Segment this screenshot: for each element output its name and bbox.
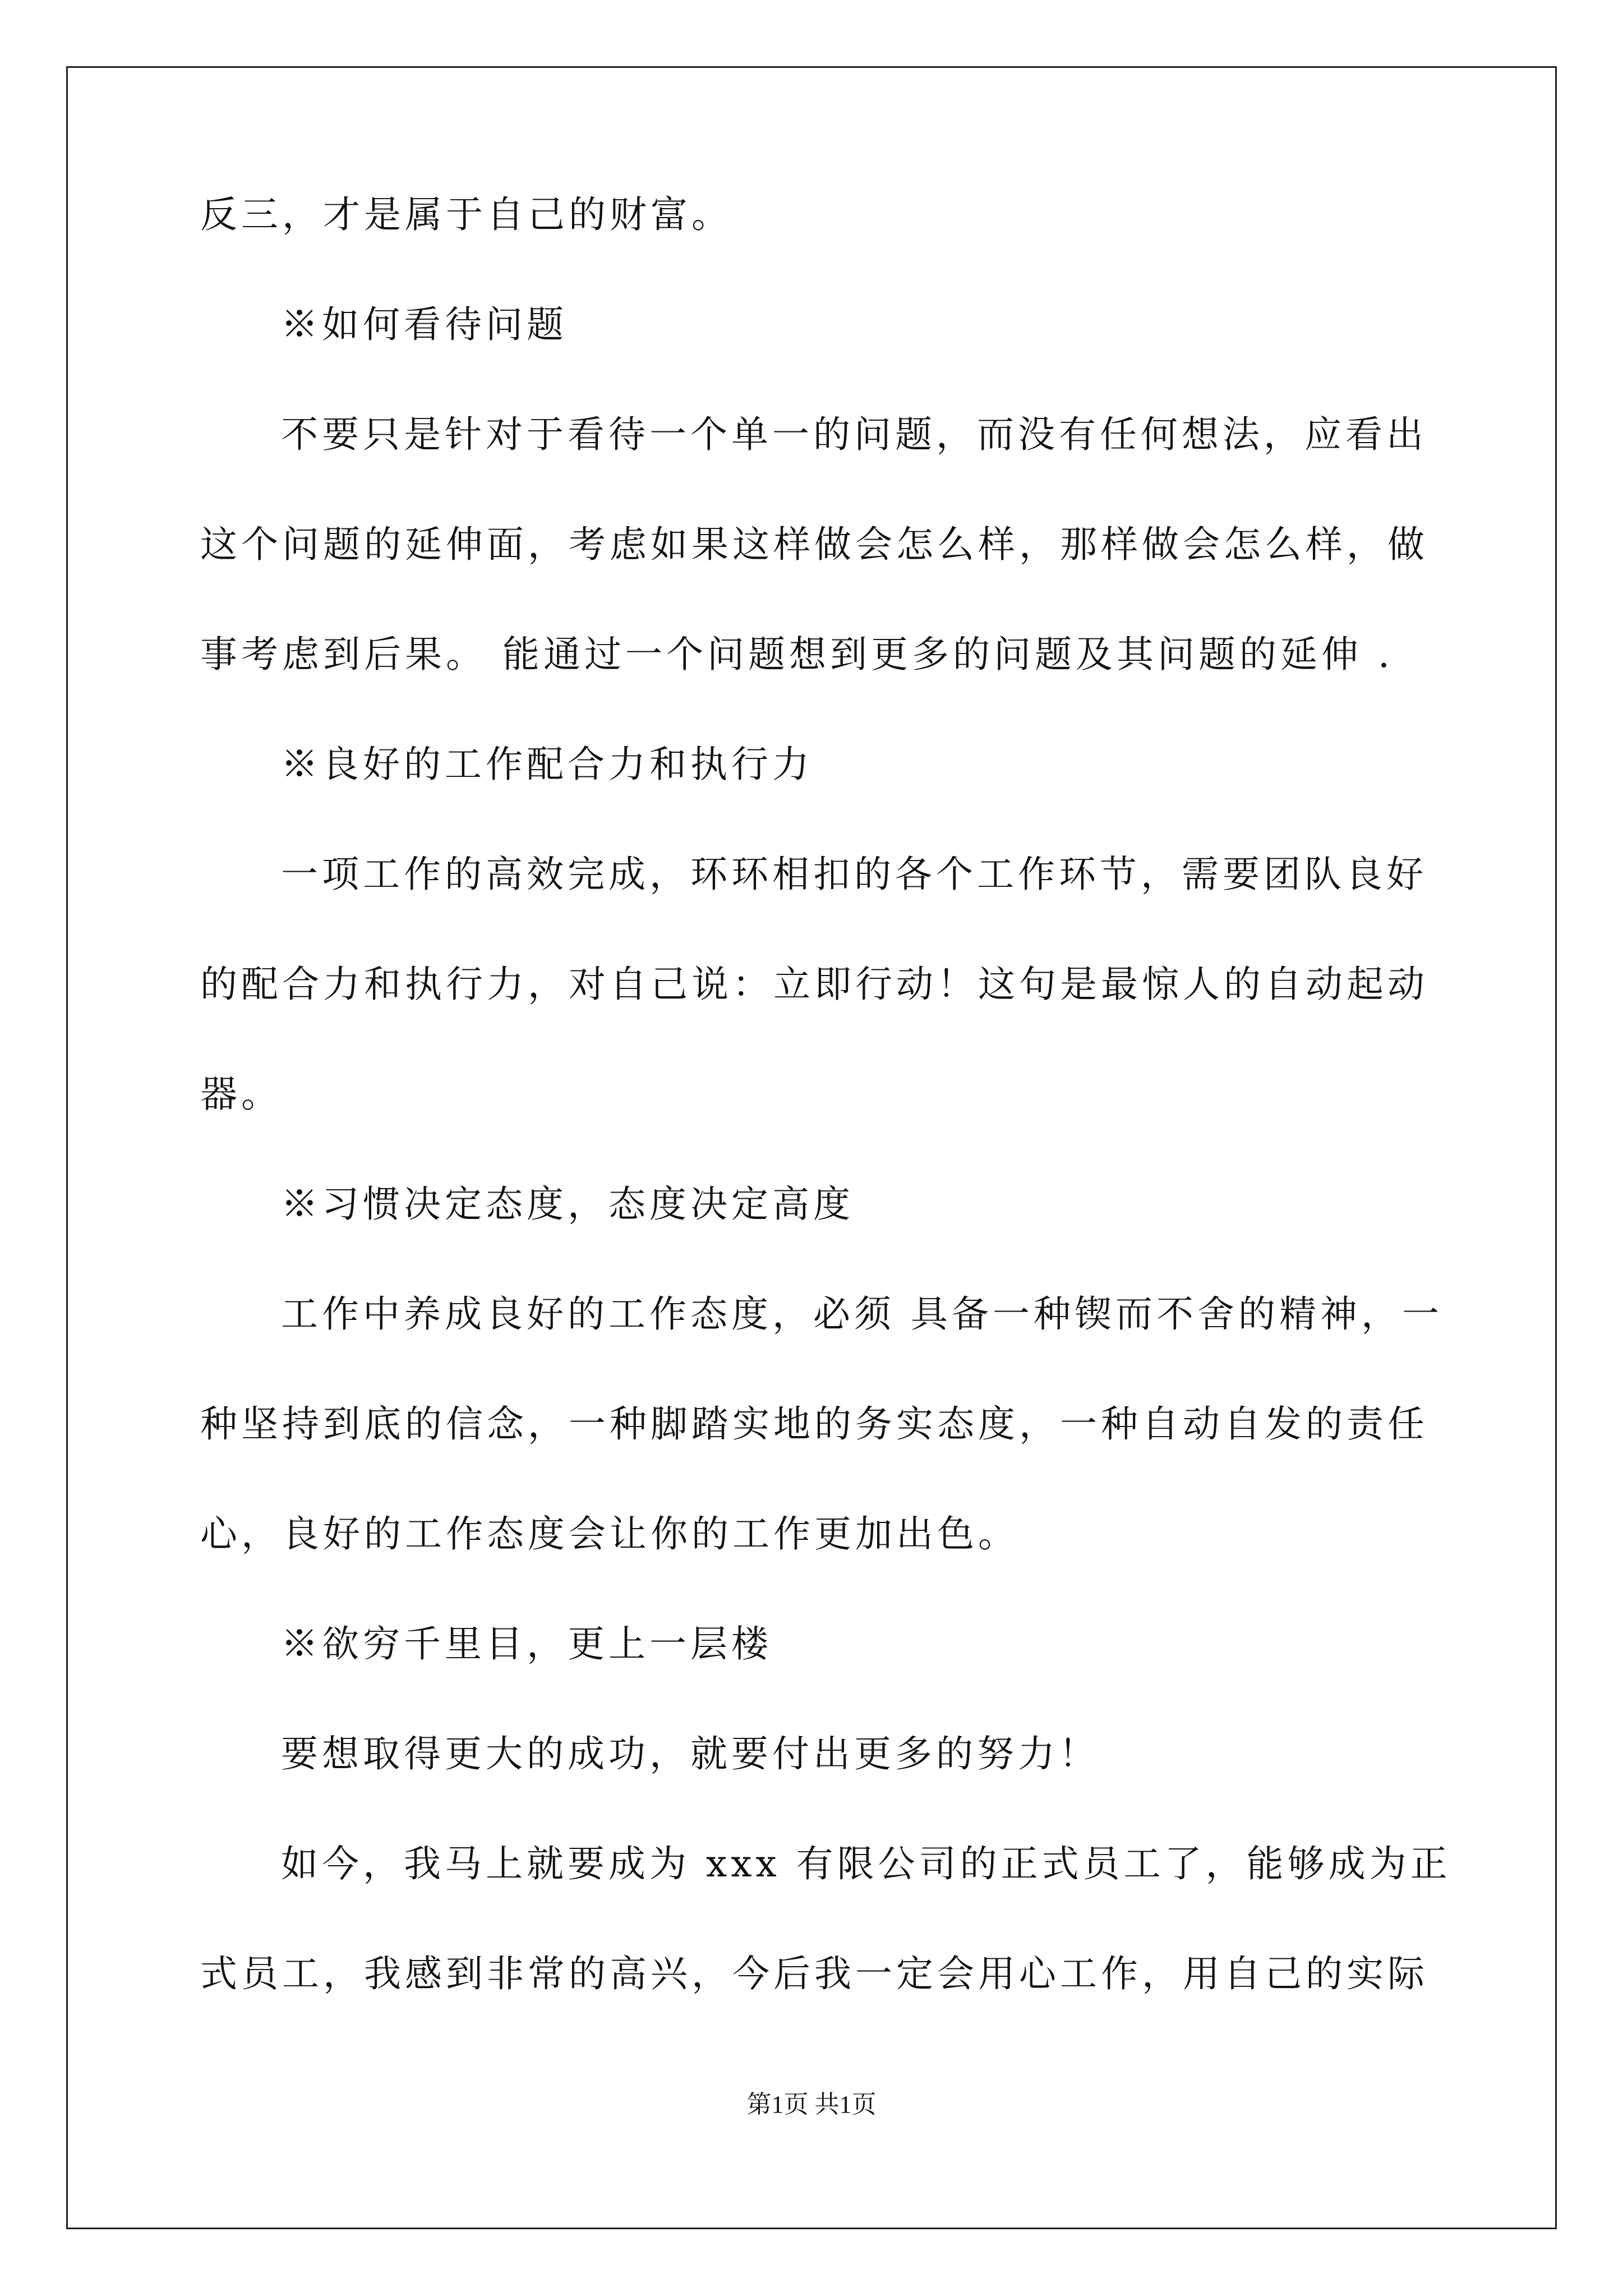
paragraph-line: 一项工作的高效完成，环环相扣的各个工作环节，需要团队良好 (281, 853, 1427, 896)
page-footer: 第1页 共1页 (746, 2091, 877, 2118)
paragraph-line: 要想取得更大的成功，就要付出更多的努力！ (281, 1732, 1100, 1775)
section-heading: ※欲穷千里目，更上一层楼 (281, 1622, 772, 1665)
paragraph-line: 心，良好的工作态度会让你的工作更加出色。 (200, 1512, 1019, 1556)
paragraph-line: 反三，才是属于自己的财富。 (200, 193, 732, 236)
section-heading: ※如何看待问题 (281, 303, 568, 346)
paragraph-line: 工作中养成良好的工作态度，必须 具备一种锲而不舍的精神，一 (281, 1292, 1443, 1336)
paragraph-line: 种坚持到底的信念，一种脚踏实地的务实态度，一种自动自发的责任 (200, 1402, 1428, 1446)
paragraph-line: 如今，我马上就要成为 xxx 有限公司的正式员工了，能够成为正 (281, 1842, 1451, 1885)
paragraph-line: 这个问题的延伸面，考虑如果这样做会怎么样，那样做会怎么样，做 (200, 523, 1428, 566)
section-heading: ※良好的工作配合力和执行力 (281, 743, 813, 786)
paragraph-line: 事考虑到后果。 能通过一个问题想到更多的问题及其问题的延伸 . (200, 633, 1394, 676)
paragraph-line: 不要只是针对于看待一个单一的问题，而没有任何想法，应看出 (281, 413, 1427, 456)
page-border (66, 66, 1557, 2229)
section-heading: ※习惯决定态度，态度决定高度 (281, 1182, 854, 1226)
paragraph-line: 的配合力和执行力，对自己说：立即行动！这句是最惊人的自动起动 (200, 963, 1428, 1006)
paragraph-line: 式员工，我感到非常的高兴，今后我一定会用心工作，用自己的实际 (200, 1952, 1428, 1995)
paragraph-line: 器。 (200, 1073, 282, 1116)
